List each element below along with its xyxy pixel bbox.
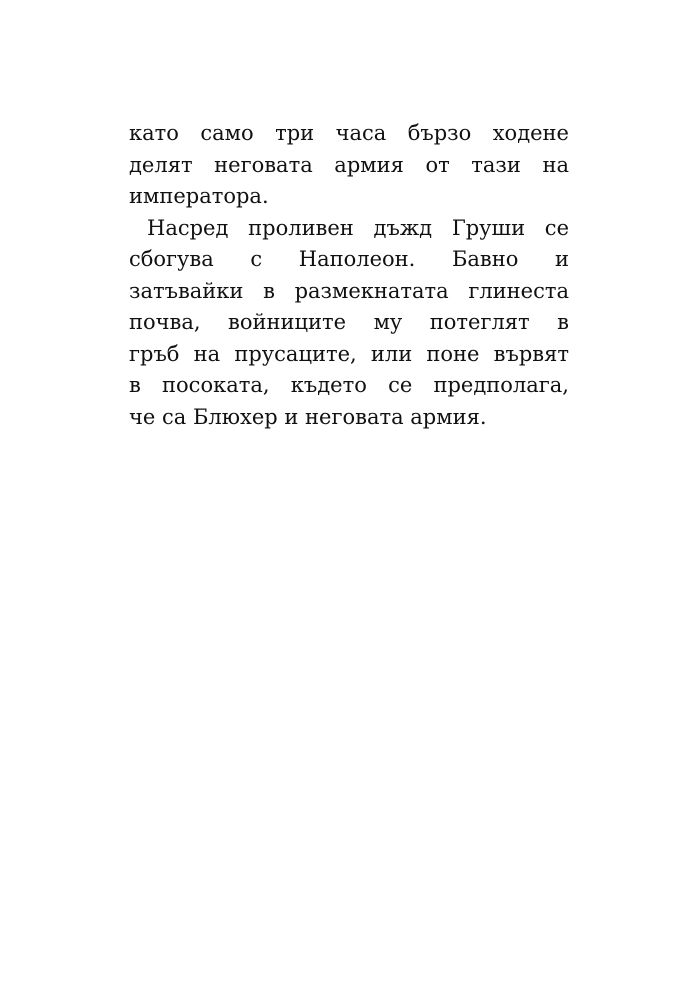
text-line: императора. <box>129 184 269 208</box>
text-line: като само три часа бързо ходене <box>129 121 569 145</box>
text-line: почва, войниците му потеглят в <box>129 310 569 334</box>
text-line: в посоката, където се предполага, <box>129 373 569 397</box>
text-line: гръб на прусаците, или поне вървят <box>129 341 569 366</box>
paragraph-1 <box>129 118 569 213</box>
paragraph-2 <box>129 213 569 434</box>
text-line: затъвайки в размекнатата глинеста <box>129 278 569 303</box>
text-line: Насред проливен дъжд Груши се <box>147 215 569 240</box>
page-text <box>129 118 569 433</box>
text-line: делят неговата армия от тази на <box>129 152 569 177</box>
text-line: сбогува с Наполеон. Бавно и <box>129 247 569 271</box>
text-line: че са Блюхер и неговата армия. <box>129 404 487 429</box>
